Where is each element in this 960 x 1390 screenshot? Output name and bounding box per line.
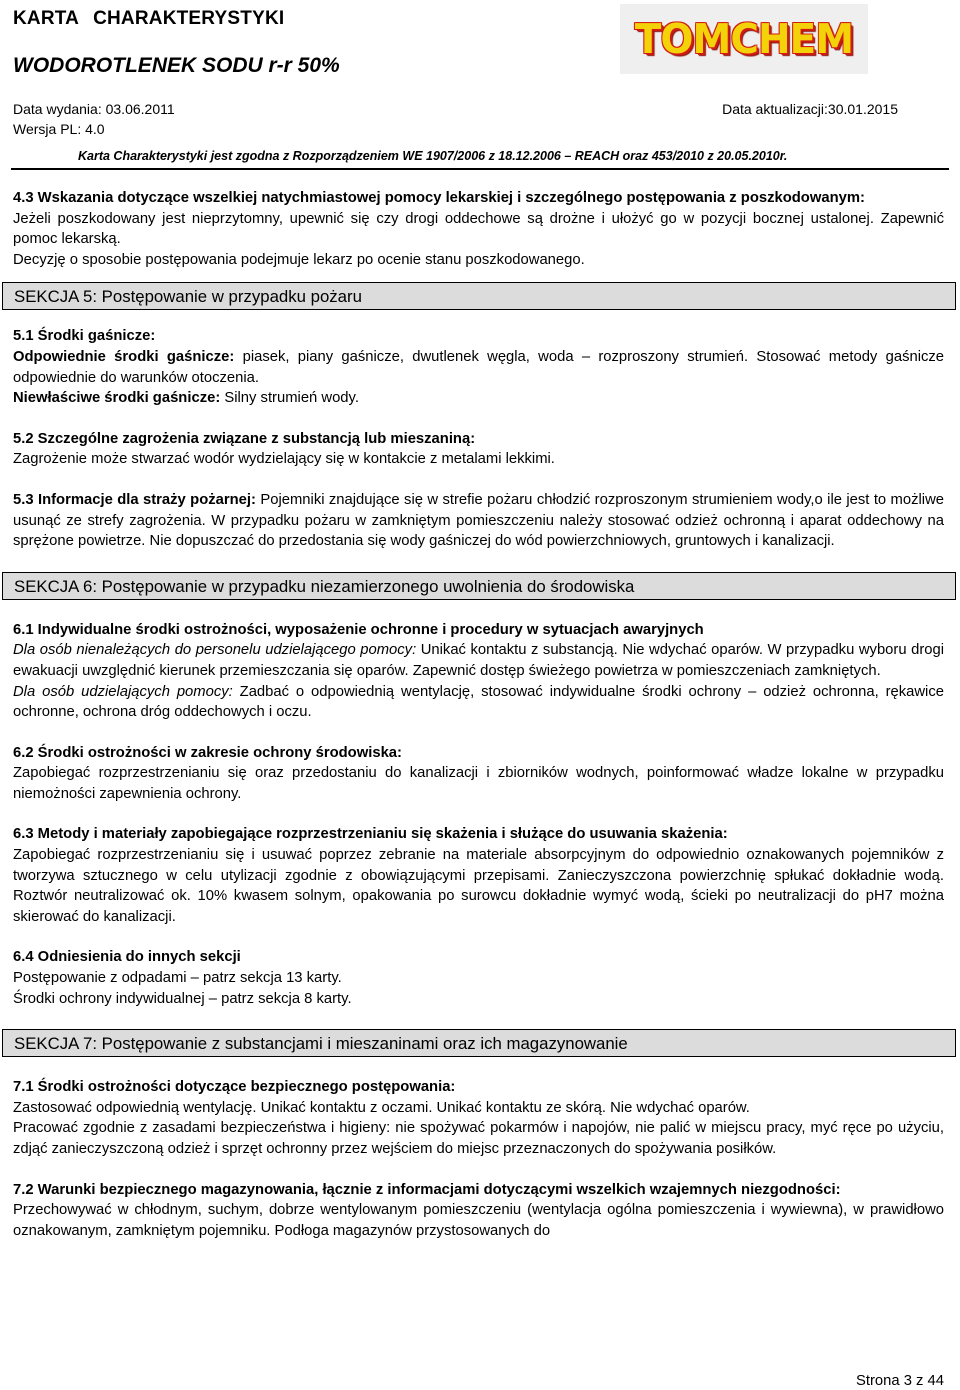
s5-1-heading: 5.1 Środki gaśnicze:: [13, 328, 156, 345]
s6-4-line1: Postępowanie z odpadami – patrz sekcja 13 karty.: [13, 970, 342, 987]
s5-2-text: Zagrożenie może stwarzać wodór wydzielający się w kontakcie z metalami lekkimi.: [13, 451, 555, 468]
s6-1-text-a: Unikać kontaktu z substancją. Nie wdychać oparów. W przypadku wyboru drogi ewakuacji uwzględnić kierunek przemieszczania się oparów. Zapewnić dostęp świeżego powietrza w pomieszczeniach zamkniętych.: [13, 642, 945, 679]
s6-1-heading: 6.1 Indywidualne środki ostrożności, wyposażenie ochronne i procedury w sytuacjach awaryjnych: [13, 621, 704, 638]
issue-date: Data wydania: 03.06.2011: [13, 101, 175, 117]
document-body: [13, 188, 944, 1241]
section-6-title: SEKCJA 6: Postępowanie w przypadku niezamierzonego uwolnienia do środowiska: [2, 572, 956, 600]
s6-4-line2: Środki ochrony indywidualnej – patrz sekcja 8 karty.: [13, 990, 352, 1007]
s6-1-para-b: [13, 682, 944, 723]
s7-1-text1: Zastosować odpowiednią wentylację. Unikać kontaktu z oczami. Unikać kontaktu ze skórą. Nie wdychać oparów.: [13, 1099, 750, 1116]
doc-title: [13, 8, 284, 30]
section-7-title: SEKCJA 7: Postępowanie z substancjami i mieszaninami oraz ich magazynowanie: [2, 1029, 956, 1057]
s7-1-text2: Pracować zgodnie z zasadami bezpieczeństwa i higieny: nie spożywać pokarmów i napojów, nie palić w miejscu pracy, myć ręce po użyciu, zdjąć zanieczyszczoną odzież i sprzęt ochronny przez wejściem do miejsc przeznaczonych do spożywania posiłków.: [13, 1120, 944, 1157]
version: Wersja PL: 4.0: [13, 121, 105, 137]
s4-3-text2: Decyzję o sposobie postępowania podejmuje lekarz po ocenie stanu poszkodowanego.: [13, 251, 585, 268]
s6-4-heading: 6.4 Odniesienia do innych sekcji: [13, 949, 241, 966]
s6-1-label-b: Dla osób udzielających pomocy:: [13, 683, 233, 700]
s5-1-unsuitable-label: Niewłaściwe środki gaśnicze:: [13, 390, 221, 407]
s5-2-heading: 5.2 Szczególne zagrożenia związane z substancją lub mieszaniną:: [13, 430, 476, 447]
product-name: WODOROTLENEK SODU r-r 50%: [13, 54, 340, 77]
s7-1-heading: 7.1 Środki ostrożności dotyczące bezpiecznego postępowania:: [13, 1079, 456, 1096]
page-number: Strona 3 z 44: [855, 1373, 944, 1389]
s7-2-heading: 7.2 Warunki bezpiecznego magazynowania, łącznie z informacjami dotyczącymi wszelkich wzajemnych niezgodności:: [13, 1181, 841, 1198]
s6-1-label-a: Dla osób nienależących do personelu udzielającego pomocy:: [13, 642, 417, 659]
s5-1-unsuitable: [13, 388, 944, 409]
s5-1-suitable-label: Odpowiednie środki gaśnicze:: [13, 348, 235, 365]
s6-3-text: Zapobiegać rozprzestrzenianiu się i usuwać poprzez zebranie na materiale absorpcyjnym do odpowiednio oznakowanych pojemników z tworzywa sztucznego w celu utylizacji zgodnie z obowiązującymi przepisami. Zanieczyszczona powierzchnię spłukać dokładnie wodą. Roztwór neutralizować ok. 10% kwasem solnym, opakowania po surowcu dokładnie wymyć wodą, ścieki po neutralizacji do pH7 można skierować do kanalizacji.: [13, 847, 944, 925]
s5-3-text: Pojemniki znajdujące się w strefie pożaru chłodzić rozproszonym strumieniem wody,o ile jest to możliwe usunąć ze strefy zagrożenia. W przypadku pożaru w zamkniętym pomieszczeniu należy stosować odzież ochronną i aparat oddechowy na sprężone powietrze. Nie dopuszczać do przedostania się wody gaśniczej do wód powierzchniowych, gruntowych i kanalizacji.: [13, 491, 945, 550]
s5-3-paragraph: [13, 490, 944, 552]
s5-1-unsuitable-text: Silny strumień wody.: [220, 390, 359, 407]
logo-text: TOMCHEM: [634, 15, 854, 63]
s4-3-heading: 4.3 Wskazania dotyczące wszelkiej natychmiastowej pomocy lekarskiej i szczególnego postępowania z poszkodowanym:: [13, 190, 865, 206]
doc-title-part-a: KARTA: [13, 8, 80, 29]
s6-2-heading: 6.2 Środki ostrożności w zakresie ochrony środowiska:: [13, 744, 402, 761]
s6-3-heading: 6.3 Metody i materiały zapobiegające rozprzestrzenianiu się skażenia i służące do usuwania skażenia:: [13, 826, 728, 843]
update-date: Data aktualizacji:30.01.2015: [722, 101, 898, 117]
s5-3-label: 5.3 Informacje dla straży pożarnej:: [13, 491, 256, 508]
s6-1-text-b: Zadbać o odpowiednią wentylację, stosować indywidualne środki ochrony – odzież ochronna, rękawice ochronne, ochrona dróg oddechowych i oczu.: [13, 683, 944, 721]
regulation-note: Karta Charakterystyki jest zgodna z Rozporządzeniem WE 1907/2006 z 18.12.2006 – REACH oraz 453/2010 z 20.05.2010r.: [78, 149, 788, 163]
s6-1-para-a: [13, 640, 944, 681]
s4-3-text1: Jeżeli poszkodowany jest nieprzytomny, upewnić się czy drogi oddechowe są drożne i ułożyć go w pozycji bocznej ustalonej. Zapewnić pomoc lekarską.: [13, 210, 944, 248]
s5-1-suitable-text: piasek, piany gaśnicze, dwutlenek węgla, woda – rozproszony strumień. Stosować metody gaśnicze odpowiednie do warunków otoczenia.: [13, 348, 945, 386]
header-divider: [11, 168, 949, 170]
s5-1-suitable: [13, 347, 944, 388]
company-logo: [620, 4, 868, 74]
s6-2-text: Zapobiegać rozprzestrzenianiu się oraz przedostaniu do kanalizacji i zbiorników wodnych, poinformować władze lokalne w przypadku niemożności zapewnienia ochrony.: [13, 765, 944, 802]
doc-title-part-b: CHARAKTERYSTYKI: [93, 8, 285, 29]
s7-2-text: Przechowywać w chłodnym, suchym, dobrze wentylowanym pomieszczeniu (wentylacja ogólna pomieszczenia i wywiewna), w prawidłowo oznakowanym, zamkniętym pojemniku. Podłoga magazynów przystosowanych do: [13, 1202, 944, 1239]
section-5-title: SEKCJA 5: Postępowanie w przypadku pożaru: [2, 282, 956, 310]
